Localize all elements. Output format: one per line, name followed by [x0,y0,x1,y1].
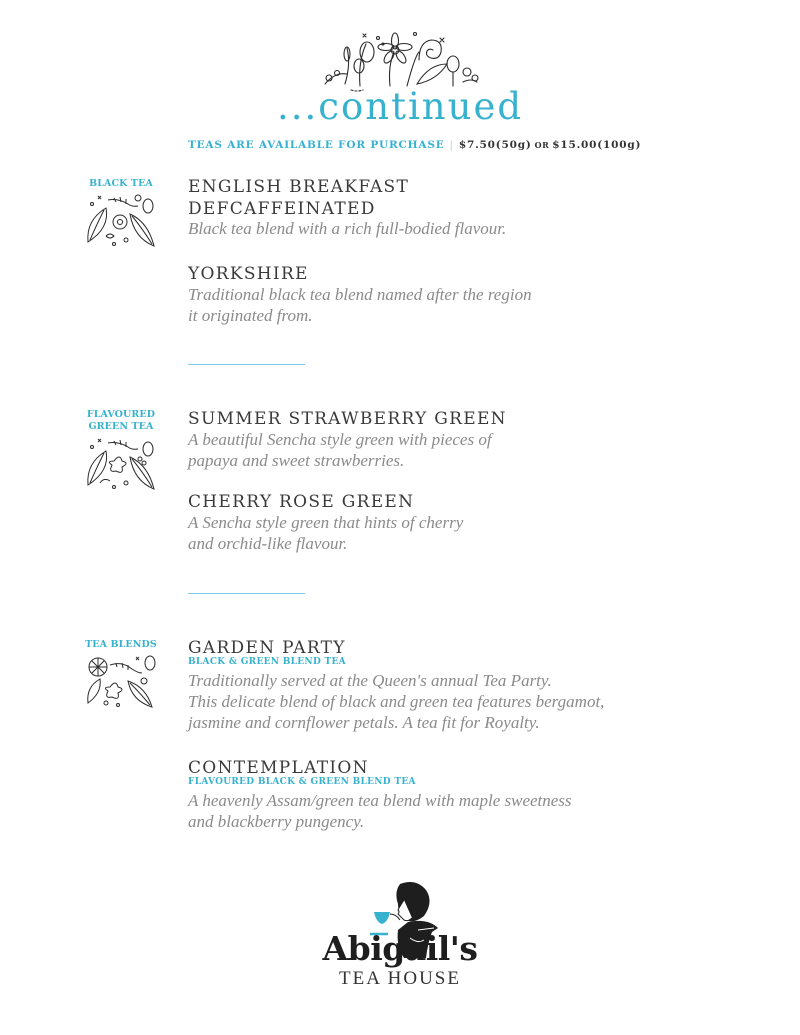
tea-description: A beautiful Sencha style green with pieces of [188,430,492,449]
purchase-label: TEAS ARE AVAILABLE FOR PURCHASE [188,139,445,151]
tea-description: papaya and sweet strawberries. [188,451,405,470]
price-50g: $7.50(50g) [458,139,532,151]
section-divider [188,593,305,594]
category-label: GREEN TEA [88,421,154,432]
tea-name: GARDEN PARTY [188,638,346,658]
tea-type: FLAVOURED BLACK & GREEN BLEND TEA [188,777,416,787]
brand-name: Abigail's [322,929,478,968]
tea-description: jasmine and cornflower petals. A tea fit for Royalty. [188,713,540,732]
tea-description: Traditional black tea blend named after the region [188,285,532,304]
tea-description: and blackberry pungency. [188,812,365,831]
category-label: BLACK TEA [89,178,153,189]
separator: | [449,139,454,151]
tea-description: it originated from. [188,306,313,325]
tea-name: ENGLISH BREAKFAST [188,177,410,197]
section-divider [188,364,305,365]
purchase-info [188,139,641,151]
tea-name: SUMMER STRAWBERRY GREEN [188,409,507,429]
category-black-tea [80,178,162,248]
price-100g: $15.00(100g) [552,139,642,151]
botanical-illustration-icon [84,192,158,248]
tea-name: YORKSHIRE [188,264,309,284]
tea-description: A Sencha style green that hints of cherry [188,513,464,532]
botanical-illustration-icon [84,653,158,709]
tea-name: DEFCAFFEINATED [188,199,376,219]
category-label: FLAVOURED [86,409,156,420]
price-or: OR [534,140,550,150]
tea-description: This delicate blend of black and green tea features bergamot, [188,692,605,711]
tea-description: A heavenly Assam/green tea blend with maple sweetness [188,791,572,810]
botanical-illustration-icon [84,435,158,491]
tea-description: Traditionally served at the Queen's annual Tea Party. [188,671,552,690]
category-label: TEA BLENDS [85,639,157,650]
page-title: ...continued [276,85,524,128]
tea-name: CHERRY ROSE GREEN [188,492,415,512]
category-tea-blends [80,639,162,709]
category-flavoured-green-tea [80,409,162,491]
tea-description: and orchid-like flavour. [188,534,348,553]
tea-type: BLACK & GREEN BLEND TEA [188,657,346,667]
brand-subtitle: TEA HOUSE [339,968,461,989]
tea-description: Black tea blend with a rich full-bodied flavour. [188,219,507,238]
tea-name: CONTEMPLATION [188,758,369,778]
